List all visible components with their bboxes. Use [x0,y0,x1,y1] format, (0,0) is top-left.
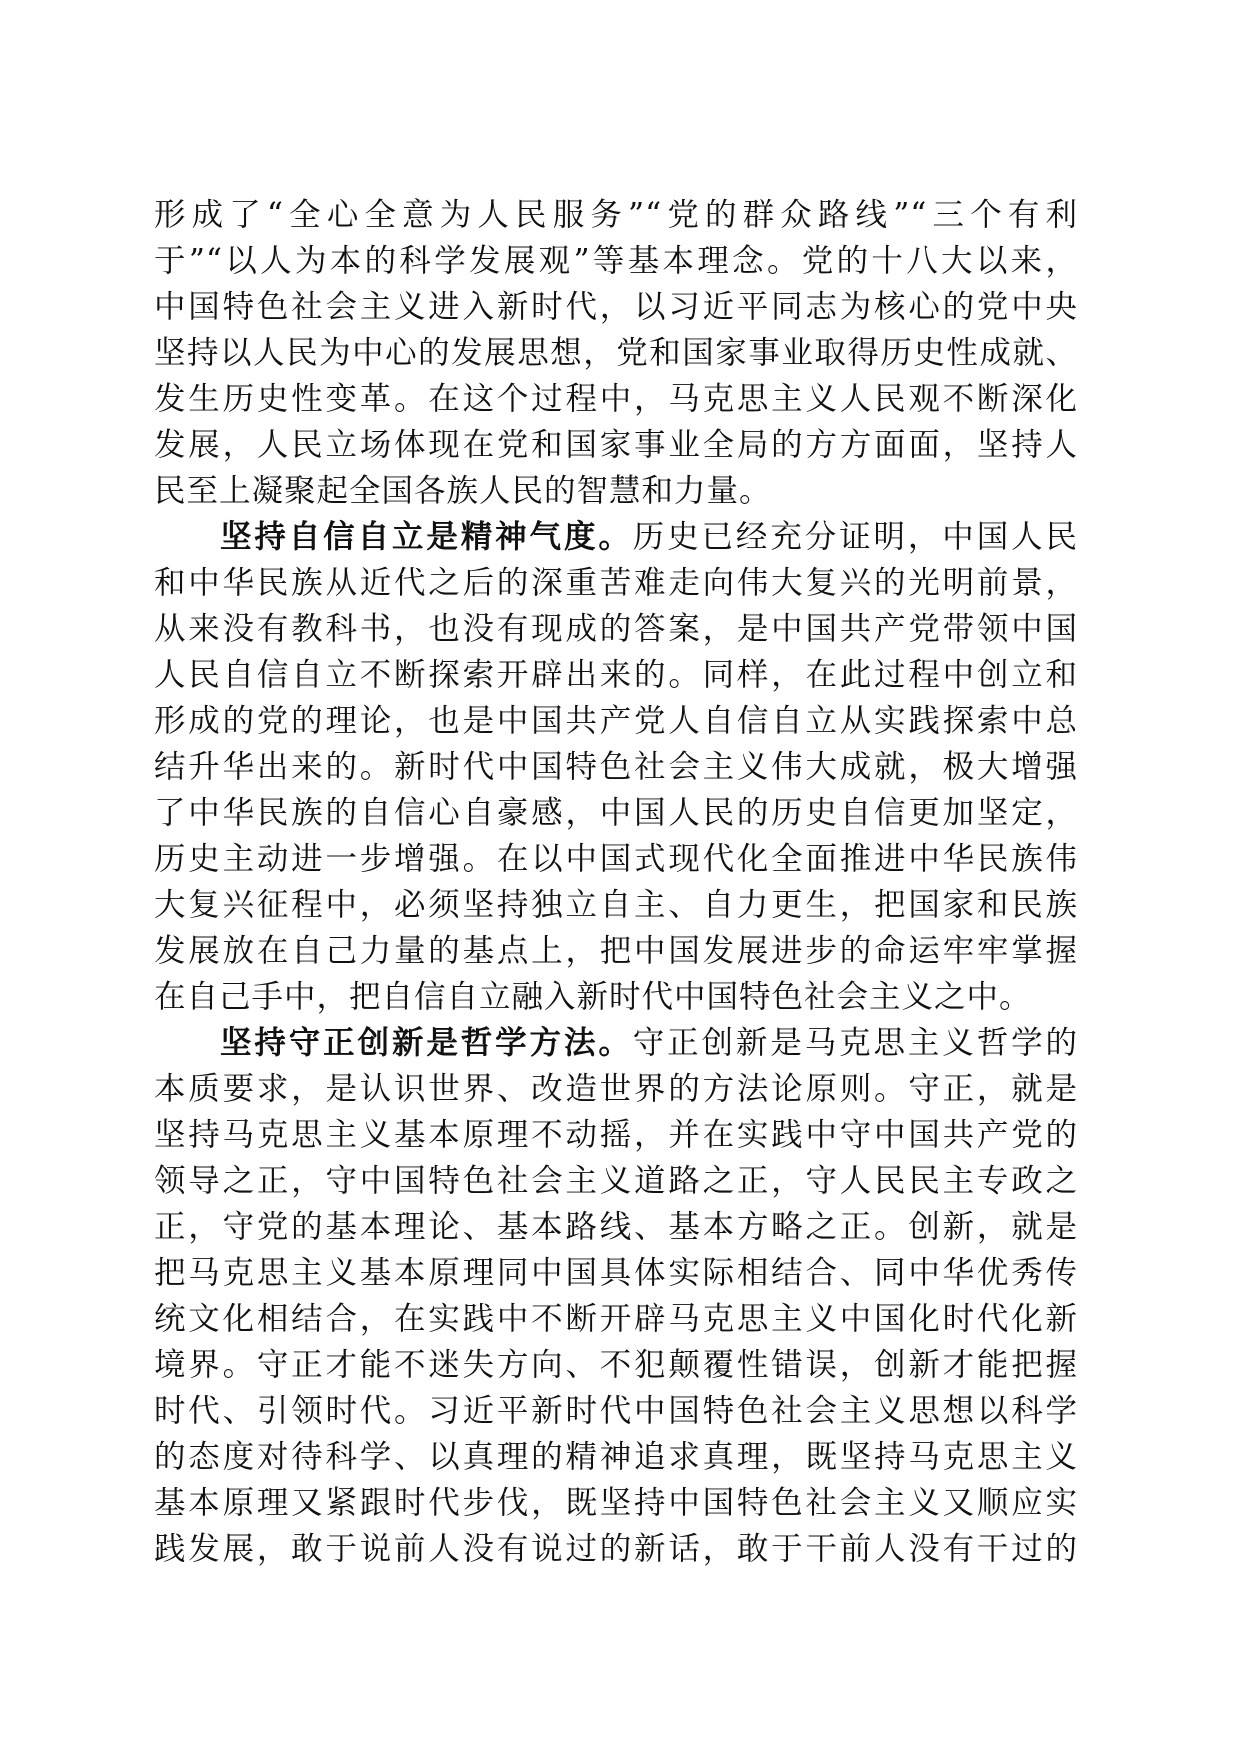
text-line: 历史主动进一步增强。在以中国式现代化全面推进中华民族伟 [154,841,1078,877]
text-line: 形成了“全心全意为人民服务”“党的群众路线”“三个有利 [154,197,1078,233]
text-line: 的态度对待科学、以真理的精神追求真理，既坚持马克思主义 [154,1439,1078,1475]
text-line: 人民自信自立不断探索开辟出来的。同样，在此过程中创立和 [154,657,1078,693]
text-line: 时代、引领时代。习近平新时代中国特色社会主义思想以科学 [154,1393,1078,1429]
text-line: 中国特色社会主义进入新时代，以习近平同志为核心的党中央 [154,289,1078,325]
paragraph-1 [154,192,1078,514]
text-line: 发展放在自己力量的基点上，把中国发展进步的命运牢牢掌握 [154,933,1078,969]
text-span: 守正创新是马克思主义哲学的 [632,1025,1078,1061]
paragraph-3 [154,1020,1078,1572]
paragraph-heading: 坚持自信自立是精神气度。 [220,518,633,555]
text-line: 了中华民族的自信心自豪感，中国人民的历史自信更加坚定， [154,795,1078,831]
text-line: 坚持马克思主义基本原理不动摇，并在实践中守中国共产党的 [154,1117,1078,1153]
text-line [154,1020,1078,1066]
text-line: 领导之正，守中国特色社会主义道路之正，守人民民主专政之 [154,1163,1078,1199]
text-line: 正，守党的基本理论、基本路线、基本方略之正。创新，就是 [154,1209,1078,1245]
text-span: 历史已经充分证明，中国人民 [632,519,1078,555]
text-line [154,514,1078,560]
text-line: 于”“以人为本的科学发展观”等基本理念。党的十八大以来， [154,243,1078,279]
paragraph-2 [154,514,1078,1020]
text-line: 践发展，敢于说前人没有说过的新话，敢于干前人没有干过的 [154,1531,1078,1567]
text-line: 发展，人民立场体现在党和国家事业全局的方方面面，坚持人 [154,427,1078,463]
document-body [154,192,1078,1572]
text-line: 发生历史性变革。在这个过程中，马克思主义人民观不断深化 [154,381,1078,417]
text-line: 形成的党的理论，也是中国共产党人自信自立从实践探索中总 [154,703,1078,739]
text-line: 和中华民族从近代之后的深重苦难走向伟大复兴的光明前景， [154,565,1078,601]
text-line: 从来没有教科书，也没有现成的答案，是中国共产党带领中国 [154,611,1078,647]
text-line: 在自己手中，把自信自立融入新时代中国特色社会主义之中。 [154,979,1032,1015]
paragraph-heading: 坚持守正创新是哲学方法。 [220,1024,633,1061]
text-line: 坚持以人民为中心的发展思想，党和国家事业取得历史性成就、 [154,335,1078,371]
text-line: 大复兴征程中，必须坚持独立自主、自力更生，把国家和民族 [154,887,1078,923]
text-line: 境界。守正才能不迷失方向、不犯颠覆性错误，创新才能把握 [154,1347,1078,1383]
text-line: 结升华出来的。新时代中国特色社会主义伟大成就，极大增强 [154,749,1078,785]
text-line: 统文化相结合，在实践中不断开辟马克思主义中国化时代化新 [154,1301,1078,1337]
text-line: 基本原理又紧跟时代步伐，既坚持中国特色社会主义又顺应实 [154,1485,1078,1521]
text-line: 把马克思主义基本原理同中国具体实际相结合、同中华优秀传 [154,1255,1078,1291]
text-line: 民至上凝聚起全国各族人民的智慧和力量。 [154,473,772,509]
text-line: 本质要求，是认识世界、改造世界的方法论原则。守正，就是 [154,1071,1078,1107]
